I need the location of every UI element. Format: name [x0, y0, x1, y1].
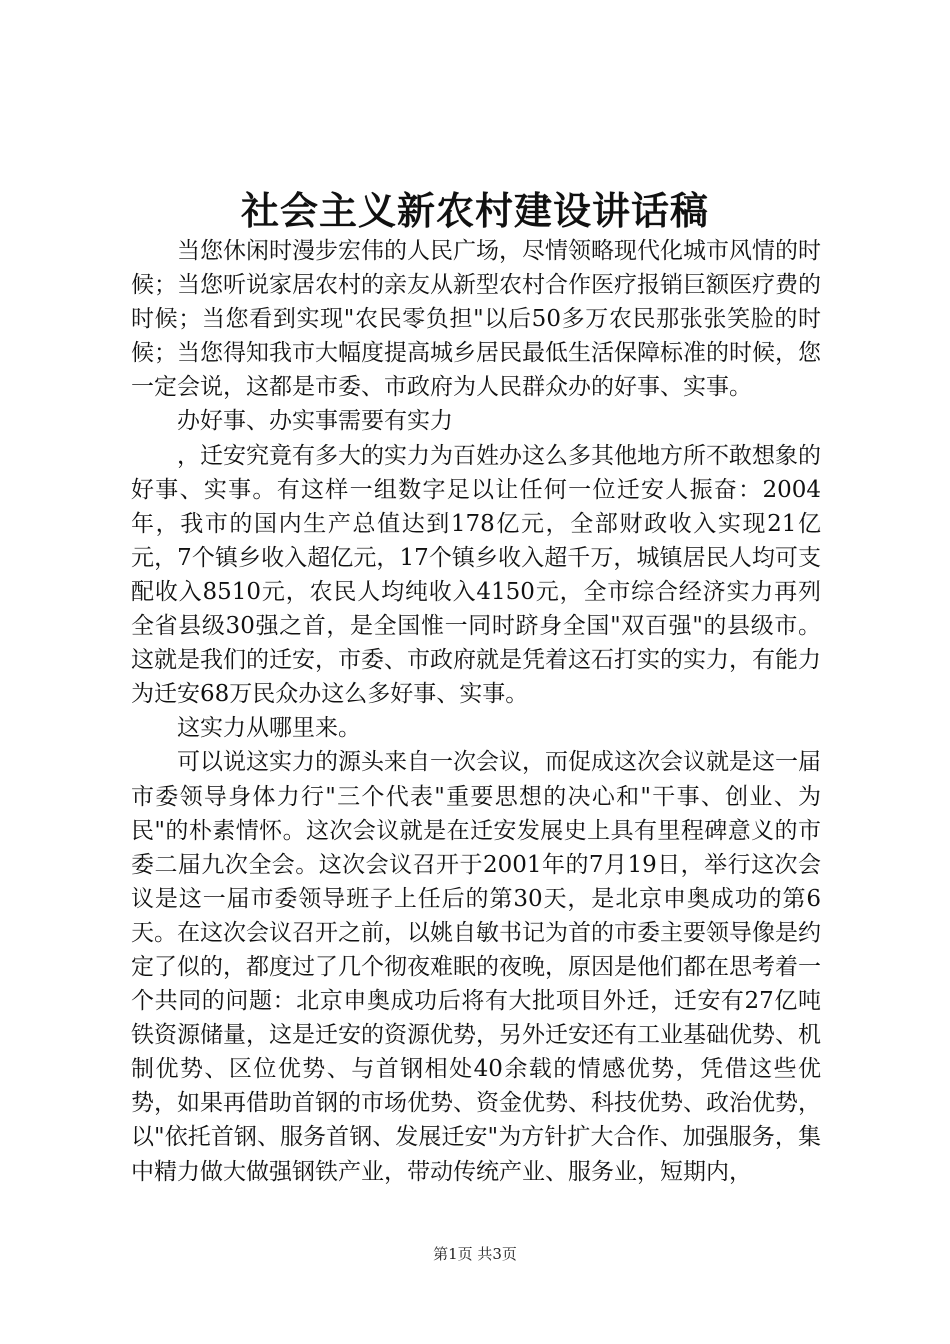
paragraph: 办好事、办实事需要有实力	[177, 408, 453, 435]
page-footer: 第1页 共3页	[433, 1245, 517, 1263]
paragraph: 这实力从哪里来。	[177, 715, 361, 742]
document-body	[131, 234, 821, 1189]
document-title: 社会主义新农村建设讲话稿	[240, 188, 709, 233]
paragraph: ，迁安究竟有多大的实力为百姓办这么多其他地方所不敢想象的好事、实事。有这样一组数字足以让任何一位迁安人振奋：2004年，我市的国内生产总值达到178亿元，全部财政收入实现21亿元，7个镇乡收入超亿元，17个镇乡收入超千万，城镇居民人均可支配收入8510元，农民人均纯收入4150元，全市综合经济实力再列全省县级30强之首，是全国惟一同时跻身全国"双百强"的县级市。这就是我们的迁安，市委、市政府就是凭着这石打实的实力，有能力为迁安68万民众办这么多好事、实事。	[131, 442, 821, 708]
paragraph: 可以说这实力的源头来自一次会议，而促成这次会议就是这一届市委领导身体力行"三个代表"重要思想的决心和"干事、创业、为民"的朴素情怀。这次会议就是在迁安发展史上具有里程碑意义的市委二届九次全会。这次会议召开于2001年的7月19日，举行这次会议是这一届市委领导班子上任后的第30天，是北京申奥成功的第6天。在这次会议召开之前，以姚自敏书记为首的市委主要领导像是约定了似的，都度过了几个彻夜难眠的夜晚，原因是他们都在思考着一个共同的问题：北京申奥成功后将有大批项目外迁，迁安有27亿吨铁资源储量，这是迁安的资源优势，另外迁安还有工业基础优势、机制优势、区位优势、与首钢相处40余载的情感优势，凭借这些优势，如果再借助首钢的市场优势、资金优势、科技优势、政治优势，以"依托首钢、服务首钢、发展迁安"为方针扩大合作、加强服务，集中精力做大做强钢铁产业，带动传统产业、服务业，短期内，	[131, 749, 821, 1185]
paragraph: 当您休闲时漫步宏伟的人民广场，尽情领略现代化城市风情的时候；当您听说家居农村的亲友从新型农村合作医疗报销巨额医疗费的时候；当您看到实现"农民零负担"以后50多万农民那张张笑脸的时候；当您得知我市大幅度提高城乡居民最低生活保障标准的时候，您一定会说，这都是市委、市政府为人民群众办的好事、实事。	[131, 238, 821, 401]
